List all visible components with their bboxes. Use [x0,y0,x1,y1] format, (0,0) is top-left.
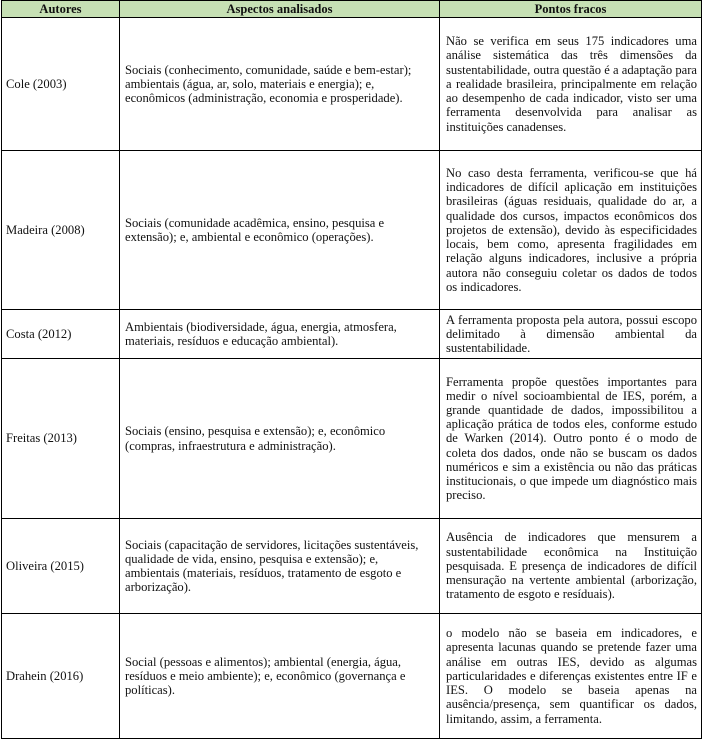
weaknesses-cell: A ferramenta proposta pela autora, possui escopo delimitado à dimensão ambiental da sustentabilidade. [440,310,702,359]
header-authors: Autores [2,1,120,18]
header-weaknesses: Pontos fracos [440,1,702,18]
weaknesses-cell: No caso desta ferramenta, verificou-se que há indicadores de difícil aplicação em instituições brasileiras (águas residuais, qualidade do ar, a qualidade dos cursos, impactos econômicos dos projetos de extensão), devido às especificidades locais, bem como, apresenta fragilidades em relação alguns indicadores, inclusive a própria autora não conseguiu coletar os dados de todos os indicadores. [440,151,702,310]
weaknesses-cell: Ferramenta propõe questões importantes para medir o nível socioambiental de IES, porém, a grande quantidade de dados, impossibilitou a aplicação prática de todos eles, conforme estudo de Warken (2014). Outro ponto é o modo de coleta dos dados, onde não se buscam os dados numéricos e sim a existência ou não das práticas institucionais, o que impede um diagnóstico mais preciso. [440,359,702,519]
aspects-cell: Sociais (capacitação de servidores, licitações sustentáveis, qualidade de vida, ensino, pesquisa e extensão); e, ambientais (materiais, resíduos, tratamento de esgoto e arborização). [120,519,440,614]
table-row [2,519,702,614]
header-row [2,1,702,18]
weaknesses-cell: Ausência de indicadores que mensurem a sustentabilidade econômica na Instituição pesquisada. E presença de indicadores de difícil mensuração na vertente ambiental (arborização, tratamento de esgoto e resíduais). [440,519,702,614]
author-cell: Drahein (2016) [2,614,120,739]
table-row [2,151,702,310]
table-row [2,310,702,359]
table-body [2,18,702,739]
aspects-cell: Sociais (ensino, pesquisa e extensão); e, econômico (compras, infraestrutura e administração). [120,359,440,519]
table-header [2,1,702,18]
author-cell: Oliveira (2015) [2,519,120,614]
aspects-cell: Social (pessoas e alimentos); ambiental (energia, água, resíduos e meio ambiente); e, econômico (governança e políticas). [120,614,440,739]
author-cell: Cole (2003) [2,18,120,151]
author-cell: Freitas (2013) [2,359,120,519]
aspects-cell: Ambientais (biodiversidade, água, energia, atmosfera, materiais, resíduos e educação ambiental). [120,310,440,359]
aspects-cell: Sociais (comunidade acadêmica, ensino, pesquisa e extensão); e, ambiental e econômico (operações). [120,151,440,310]
comparison-table [1,0,702,739]
author-cell: Costa (2012) [2,310,120,359]
weaknesses-cell: o modelo não se baseia em indicadores, e apresenta lacunas quando se pretende fazer uma análise em outras IES, devido as algumas particularidades e diferenças existentes entre IF e IES. O modelo se baseia apenas na ausência/presença, sem quantificar os dados, limitando, assim, a ferramenta. [440,614,702,739]
aspects-cell: Sociais (conhecimento, comunidade, saúde e bem-estar); ambientais (água, ar, solo, materiais e energia); e, econômicos (administração, economia e prosperidade). [120,18,440,151]
weaknesses-cell: Não se verifica em seus 175 indicadores uma análise sistemática das três dimensões da sustentabilidade, outra questão é a adaptação para a realidade brasileira, principalmente em relação ao desempenho de cada indicador, visto ser uma ferramenta desenvolvida para analisar as instituições canadenses. [440,18,702,151]
table-row [2,18,702,151]
table-row [2,614,702,739]
author-cell: Madeira (2008) [2,151,120,310]
table-row [2,359,702,519]
header-aspects: Aspectos analisados [120,1,440,18]
